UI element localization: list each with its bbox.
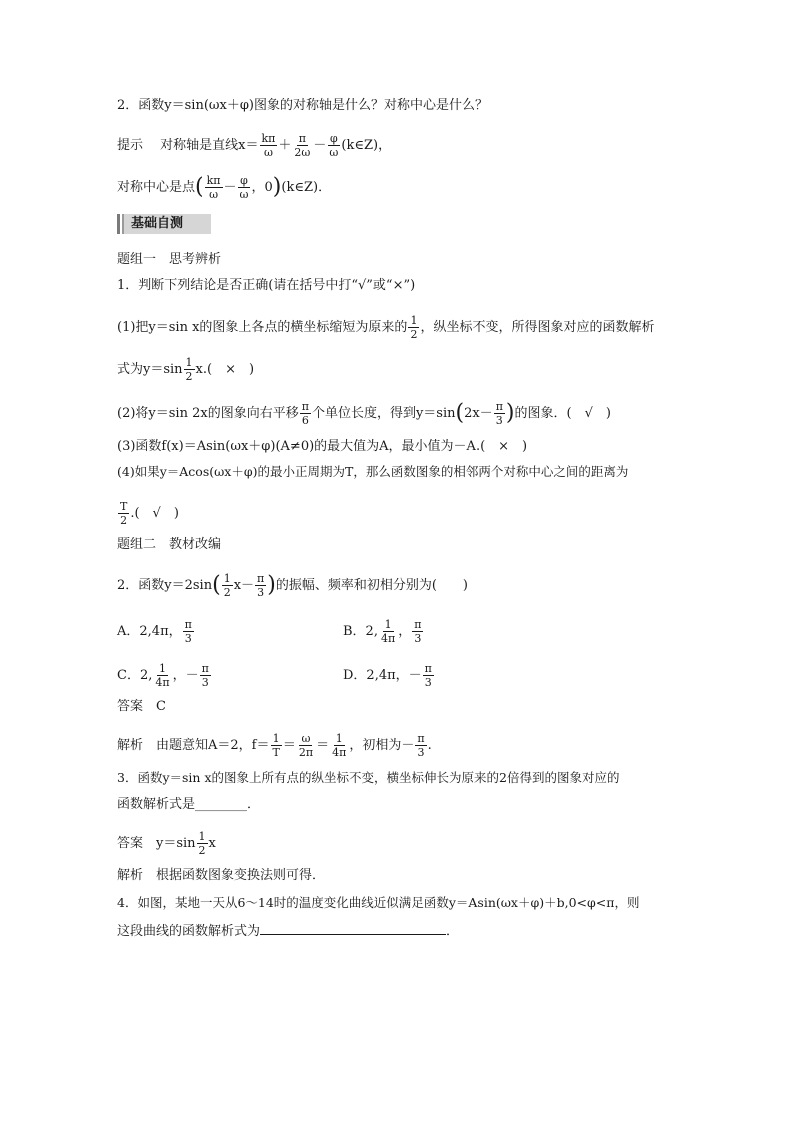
statement-2: (2)将y＝sin 2x的图象向右平移 $\frac{\pi}{6}$ 个单位长度，得到y＝sin(2x－ $\frac{\pi}{3}$ )的图象．( √ )	[117, 400, 611, 427]
statement-1-line-2: 式为y＝sin $\frac{1}{2}$ x.( × )	[117, 356, 255, 383]
statement-3: (3)函数f(x)＝Asin(ωx＋φ)(A≠0)的最大值为A，最小值为－A.( × )	[117, 439, 528, 454]
statement-1-line-1: (1)把y＝sin x的图象上各点的横坐标缩短为原来的 $\frac{1}{2}$ ，纵坐标不变，所得图象对应的函数解析	[117, 314, 655, 341]
hint-axis-line: 提示 对称轴是直线x＝ $\frac{k\pi}{\omega}$ ＋ $\frac{\pi}{2\omega}$ － $\frac{\varphi}{\omega}$ (k∈Z)，	[117, 132, 392, 159]
question-3-analysis: 解析 根据函数图象变换法则可得．	[117, 868, 326, 883]
question-3-line-2: 函数解析式是________．	[117, 797, 261, 812]
question-3-line-1: 3．函数y＝sin x的图象上所有点的纵坐标不变，横坐标伸长为原来的2倍得到的图象对应的	[117, 770, 620, 785]
question-2-stem: 2．函数y＝2sin( $\frac{1}{2}$ x－ $\frac{\pi}{3}$ )的振幅、频率和初相分别为( )	[117, 572, 469, 599]
question-4-line-1: 4．如图，某地一天从6～14时的温度变化曲线近似满足函数y＝Asin(ωx＋φ)＋b,0<φ<π，则	[117, 895, 640, 910]
group-two-heading: 题组二 教材改编	[117, 537, 222, 552]
option-c: C．2, $\frac{1}{4\pi}$ ，－ $\frac{\pi}{3}$	[117, 662, 209, 689]
statement-4-line-1: (4)如果y＝Acos(ωx＋φ)的最小正周期为T，那么函数图象的相邻两个对称中心之间的距离为	[117, 464, 629, 479]
question-4-line-2: 这段曲线的函数解析式为 ．	[117, 920, 459, 942]
answer-blank[interactable]	[260, 920, 446, 935]
question-1-stem: 1．判断下列结论是否正确(请在括号中打“√”或“×”)	[117, 278, 416, 293]
section-banner	[117, 214, 211, 234]
option-a: A．2,4π， $\frac{\pi}{3}$	[117, 618, 192, 645]
option-d: D．2,4π，－ $\frac{\pi}{3}$	[343, 662, 432, 689]
options-row-1	[117, 618, 195, 645]
group-one-heading: 题组一 思考辨析	[117, 252, 222, 267]
statement-4-line-2: $\frac{T}{2}$ .( √ )	[120, 500, 179, 527]
option-b: B．2, $\frac{1}{4\pi}$ ， $\frac{\pi}{3}$	[343, 618, 422, 645]
question-2-text: 2．函数y＝sin(ωx＋φ)图象的对称轴是什么？对称中心是什么？	[117, 98, 488, 113]
question-3-answer: 答案 y＝sin $\frac{1}{2}$ x	[117, 830, 216, 857]
section-title: 基础自测	[131, 216, 184, 231]
question-2-answer: 答案 C	[117, 699, 166, 714]
question-2-analysis: 解析 由题意知A＝2，f＝ $\frac{1}{T}$ ＝ $\frac{\omega}{2\pi}$ ＝ $\frac{1}{4\pi}$ ，初相为－ $\frac{\pi}{3}$ .	[117, 732, 432, 759]
hint-center-line: 对称中心是点( $\frac{k\pi}{\omega}$ － $\frac{\varphi}{\omega}$ ，0)(k∈Z)．	[117, 174, 332, 201]
